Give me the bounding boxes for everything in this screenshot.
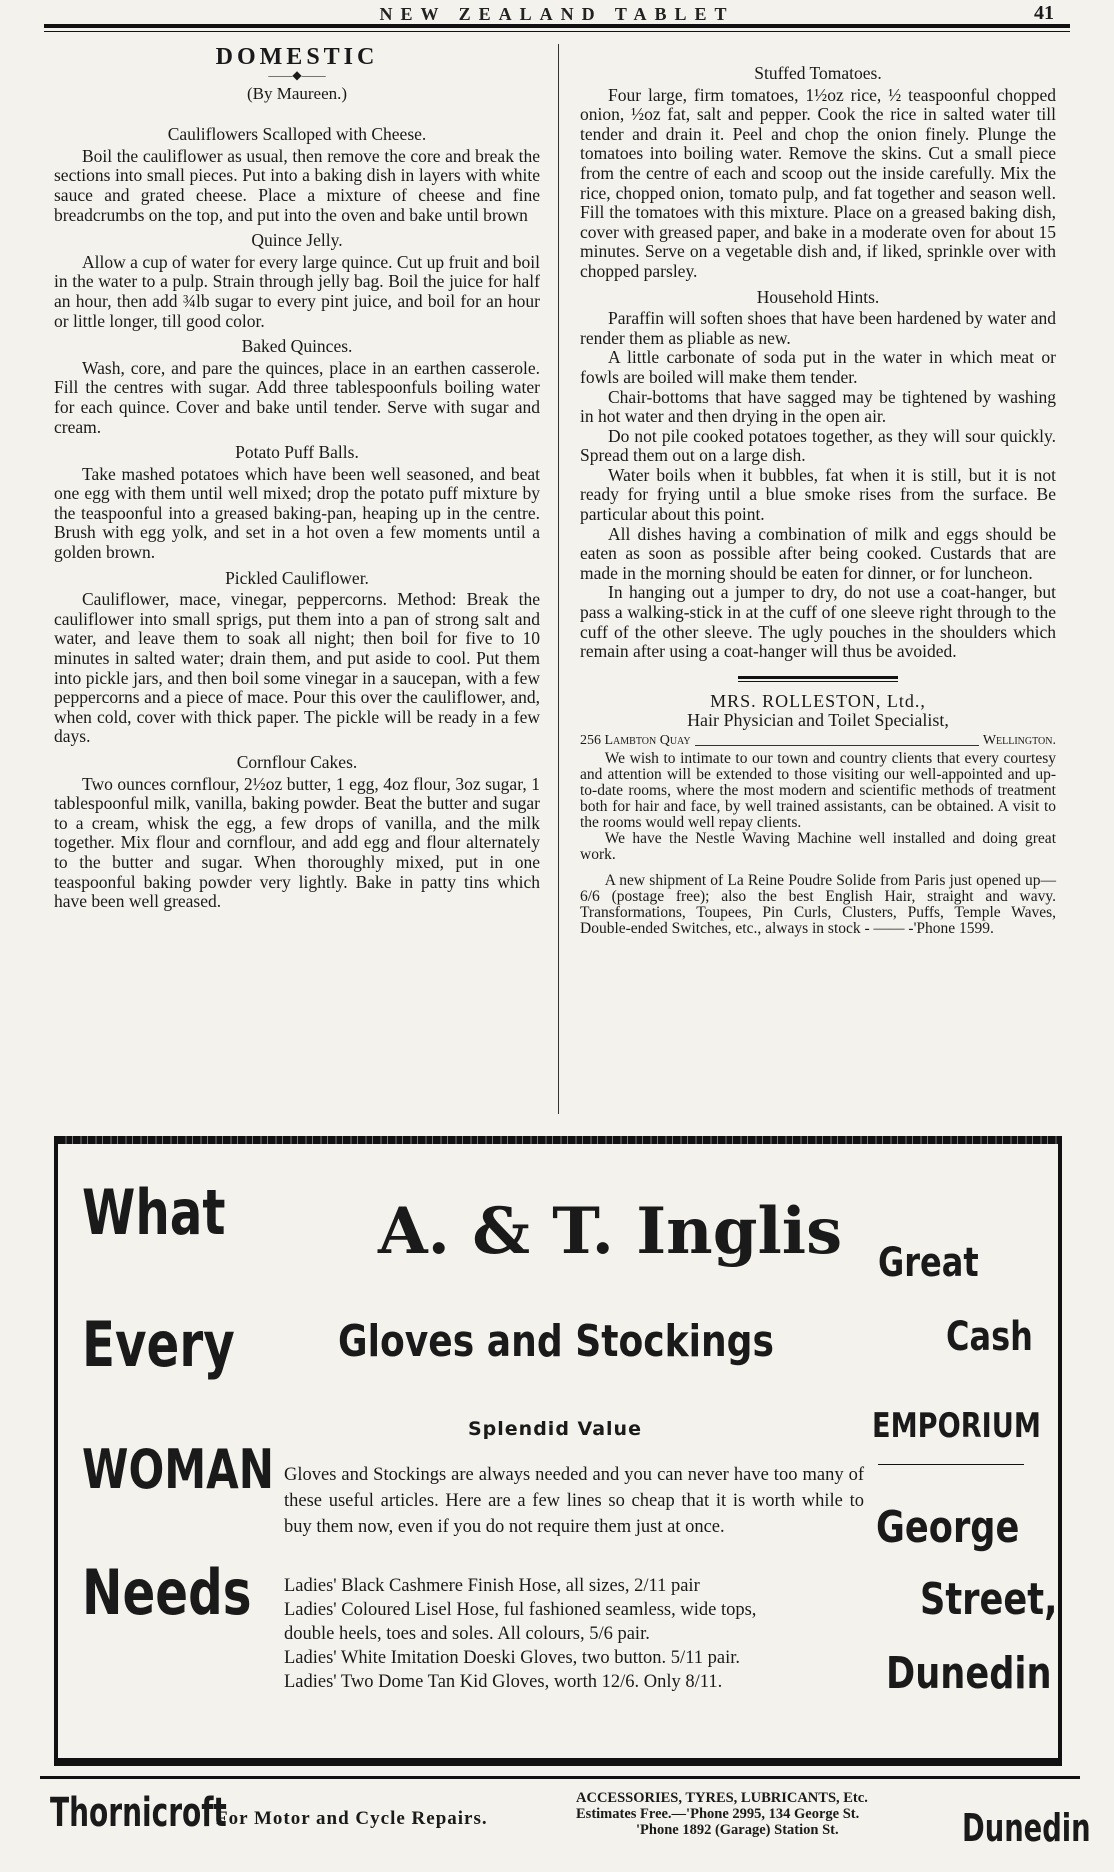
footer-details (576, 1790, 868, 1838)
footer-line: 'Phone 1892 (Garage) Station St. (636, 1822, 839, 1838)
store-word: Cash (946, 1314, 1033, 1360)
store-word: EMPORIUM (872, 1406, 1041, 1446)
ad-rule (738, 681, 898, 682)
ad-address (580, 731, 1056, 751)
header-rule (44, 24, 1070, 28)
footer-line: ACCESSORIES, TYRES, LUBRICANTS, Etc. (576, 1790, 868, 1806)
hint-item: All dishes having a combination of milk and eggs should be eaten as soon as possible after being cooked. Custards that are made in the morning should be eaten for dinner, or for luncheon. (580, 523, 1056, 583)
slogan-word: WOMAN (82, 1438, 275, 1501)
recipe-body: Boil the cauliflower as usual, then remove the core and break the sections into small pieces. Put into a baking dish in layers with white sauce and grated cheese. Place a mixture of cheese and fine breadcrumbs on the top, and put into the oven and bake until brown (54, 145, 540, 225)
ad-specialty: Hair Physician and Toilet Specialist, (687, 710, 949, 731)
price-line: Ladies' Two Dome Tan Kid Gloves, worth 12/6. Only 8/11. (284, 1672, 723, 1692)
hint-item: Do not pile cooked potatoes together, as they will sour quickly. Spread them out on a large dish. (580, 425, 1056, 466)
footer-city: Dunedin (962, 1806, 1091, 1850)
footer-advert (40, 1776, 1091, 1866)
recipe-body: Cauliflower, mace, vinegar, peppercorns. Method: Break the cauliflower into small sprigs, put them into a pan of strong salt and water, and leave them to soak all night; then boil for five to 10 minutes in salted water; drain them, and put aside to cool. Put them into pickle jars, and then boil some vinegar in a saucepan, with a few peppercorns and a piece of mace. Pour this over the cauliflower, and, when cold, cover with thick paper. The pickle will be ready in a few days. (54, 589, 540, 747)
store-rule (878, 1464, 1024, 1465)
recipe-body: Four large, firm tomatoes, 1½oz rice, ½ teaspoonful chopped onion, ½oz fat, salt and pepper. Cook the rice in salted water till tender and drain it. Peel and chop the onion finely. Plunge the tomatoes into boiling water. Remove the skins. Cut a small piece from the centre of each and scoop out the inside carefully. Mix the rice, chopped onion, tomato pulp, and fat together and season well. Fill the tomatoes with this mixture. Place on a greased baking dish, cover with greased paper, and bake in a moderate oven for about 15 minutes. Serve on a vegetable dish and, if liked, sprinkle over with chopped parsley. (580, 84, 1056, 281)
price-list (284, 1574, 884, 1694)
hint-item: A little carbonate of soda put in the water in which meat or fowls are boiled will make them tender. (580, 347, 1056, 387)
footer-line: Estimates Free.—'Phone 2995, 134 George St. (576, 1806, 860, 1822)
ad-paragraph: We wish to intimate to our town and country clients that every courtesy and attention will be extended to those visiting our well-appointed and up-to-date rooms, where the most modern and scientific methods of treatment both for hair and face, by well trained assistants, can be obtained. A visit to the rooms would well repay clients. (580, 749, 1056, 831)
recipe-body: Allow a cup of water for every large quince. Cut up fruit and boil in the water to a pulp. Strain through jelly bag. Boil the juice for half an hour, then add ¾lb sugar to every pint juice, and boil for an hour or little longer, till good color. (54, 251, 540, 331)
ad-border-bottom (58, 1758, 1058, 1766)
ad-border-top (58, 1136, 1058, 1144)
recipe-heading: Stuffed Tomatoes. (754, 63, 882, 83)
store-word: Dunedin (886, 1648, 1052, 1699)
hints-heading: Household Hints. (756, 286, 880, 307)
ad-subhead: Gloves and Stockings (338, 1316, 774, 1367)
hint-item: Water boils when it bubbles, fat when it is still, but it is not ready for frying until a blue smoke rises from the surface. Be particular about this point. (580, 464, 1056, 525)
recipe-heading: Pickled Cauliflower. (225, 567, 369, 588)
footer-service: For Motor and Cycle Repairs. (216, 1808, 488, 1829)
ad-body: Gloves and Stockings are always needed and you can never have too many of these useful articles. Here are a few lines so cheap that it is worth while to buy them now, even if you do not require them just at once. (284, 1465, 864, 1537)
section-title: DOMESTIC (215, 44, 379, 70)
header-rule-thin (44, 31, 1070, 32)
recipe-heading: Cauliflowers Scalloped with Cheese. (167, 124, 427, 145)
ad-rule (738, 676, 898, 679)
rolleston-advert (580, 676, 1056, 937)
recipe-heading: Cornflour Cakes. (236, 752, 358, 772)
recipe-heading: Potato Puff Balls. (235, 442, 359, 463)
page-number: 41 (1034, 2, 1054, 24)
ad-paragraph: We have the Nestle Waving Machine well installed and doing great work. (580, 829, 1056, 863)
hint-item: Paraffin will soften shoes that have been hardened by water and render them as pliable as new. (580, 308, 1056, 348)
inglis-advert (54, 1136, 1062, 1766)
price-line: Ladies' Coloured Lisel Hose, ful fashioned seamless, wide tops, (284, 1600, 757, 1620)
ad-firm-name: MRS. ROLLESTON, Ltd., (710, 690, 926, 711)
page-header: NEW ZEALAND TABLET (379, 4, 735, 24)
ad-tagline: Splendid Value (468, 1418, 642, 1440)
byline: (By Maureen.) (246, 83, 348, 103)
recipe-body: Take mashed potatoes which have been well seasoned, and beat one egg with them until well mixed; drop the potato puff mixture by the teaspoonful into a greased baking-pan, heaping up in the centre. Brush with egg yolk, and set in a hot oven a few moments until a golden brown. (54, 463, 540, 563)
hint-item: Chair-bottoms that have sagged may be tightened by washing in hot water and then drying in the open air. (580, 386, 1056, 427)
recipe-heading: Quince Jelly. (251, 230, 343, 251)
recipe-body: Two ounces cornflour, 2½oz butter, 1 egg, 4oz flour, 3oz sugar, 1 tablespoonful milk, vanilla, baking powder. Beat the butter and sugar to a cream, whisk the egg, a few drops of vanilla, and the milk together. Mix flour and cornflour, and add egg and flour alternately to the butter and sugar. When thoroughly mixed, put in one teaspoonful baking powder very lightly. Bake in patty tins which have been well greased. (54, 773, 540, 912)
footer-firm: Thornicroft (50, 1790, 227, 1836)
footer-rule (40, 1776, 1080, 1779)
ad-address-leader (695, 731, 979, 746)
slogan-word: What (82, 1176, 226, 1249)
slogan-word: Every (82, 1308, 235, 1381)
ad-paragraph: A new shipment of La Reine Poudre Solide from Paris just opened up—6/6 (postage free); also the best English Hair, straight and wavy. Transformations, Toupees, Pin Curls, Clusters, Puffs, Temple Waves, Double-ended Switches, etc., always in stock - —— -'Phone 1599. (580, 871, 1056, 937)
store-word: George (876, 1502, 1020, 1553)
price-line: Ladies' White Imitation Doeski Gloves, two button. 5/11 pair. (284, 1648, 741, 1668)
ad-firm-name: A. & T. Inglis (378, 1194, 843, 1269)
recipe-body: Wash, core, and pare the quinces, place in an earthen casserole. Fill the centres with sugar. Add three tablespoonfuls boiling water for each quince. Cover and bake until tender. Serve with sugar and cream. (54, 357, 540, 437)
slogan-word: Needs (82, 1556, 252, 1629)
store-word: Great (878, 1240, 979, 1286)
hint-item: In hanging out a jumper to dry, do not use a coat-hanger, but pass a walking-stick in at the cuff of one sleeve right through to the cuff of the other sleeve. The ugly pouches in the shoulders which remain after using a coat-hanger will thus be avoided. (580, 582, 1056, 662)
store-word: Street, (920, 1574, 1058, 1625)
right-column (580, 48, 1056, 937)
price-line: Ladies' Black Cashmere Finish Hose, all sizes, 2/11 pair (284, 1576, 700, 1596)
ad-address-city: Wellington. (982, 733, 1056, 748)
left-column (54, 44, 540, 912)
ad-address-street: 256 Lambton Quay (580, 733, 691, 748)
title-ornament: ——◆—— (268, 67, 326, 82)
column-divider (558, 44, 559, 1114)
recipe-heading: Baked Quinces. (241, 336, 353, 357)
price-line: double heels, toes and soles. All colours, 5/6 pair. (284, 1624, 650, 1644)
